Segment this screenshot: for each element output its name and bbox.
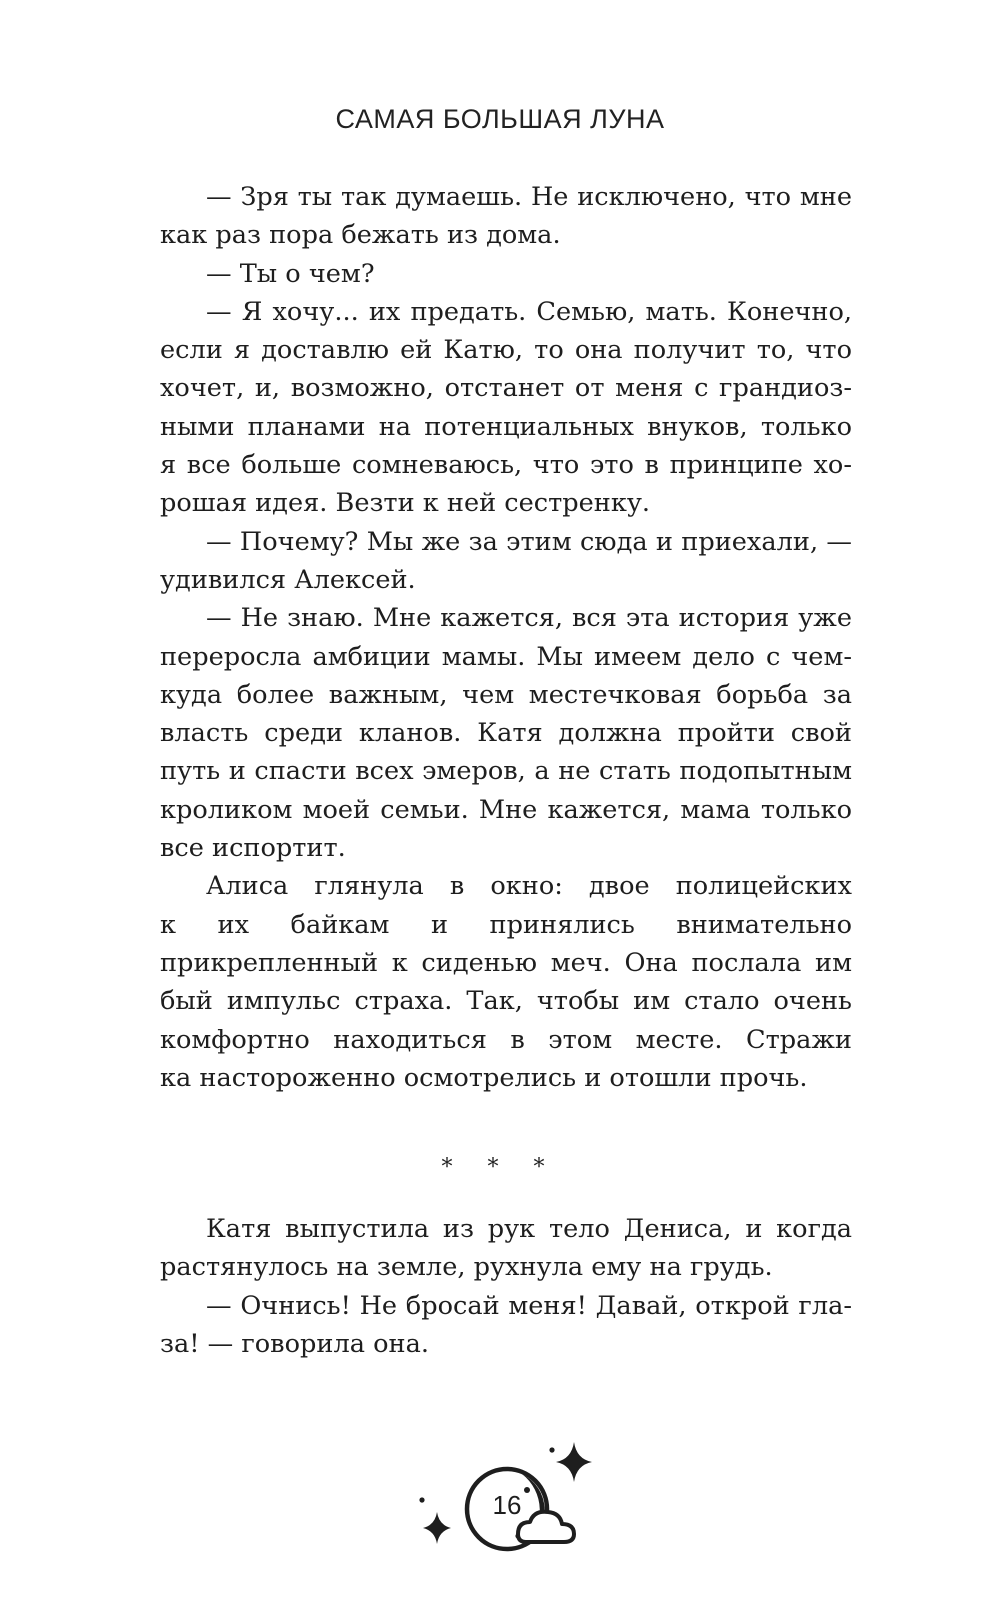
text-line: путь и спасти всех эмеров, а не стать подопытным: [160, 756, 852, 787]
scene-break: * * *: [441, 1155, 559, 1180]
text-line: прикрепленный к сиденью меч. Она послала им: [160, 947, 852, 978]
text-line: — Я хочу... их предать. Семью, мать. Конечно,: [206, 296, 852, 327]
running-title: САМАЯ БОЛЬШАЯ ЛУНА: [335, 104, 665, 134]
text-line: хочет, и, возможно, отстанет от меня с грандиоз-: [160, 373, 852, 404]
text-line: рошая идея. Везти к ней сестренку.: [160, 488, 651, 519]
text-line: кроликом моей семьи. Мне кажется, мама только: [160, 794, 852, 825]
body-text-block: [160, 178, 852, 1097]
text-line: к их байкам и принялись внимательно: [160, 909, 852, 940]
text-line: комфортно находиться в этом месте. Стражи: [160, 1024, 852, 1055]
text-line: власть среди кланов. Катя должна пройти свой: [160, 718, 852, 749]
text-line: бый импульс страха. Так, чтобы им стало очень: [160, 986, 852, 1017]
text-line: — Ты о чем?: [206, 258, 375, 289]
text-line: Алиса глянула в окно: двое полицейских: [206, 871, 852, 902]
text-line: — Почему? Мы же за этим сюда и приехали, —: [206, 526, 852, 557]
text-line: ными планами на потенциальных внуков, только: [160, 411, 852, 442]
text-line: если я доставлю ей Катю, то она получит то, что: [160, 335, 852, 366]
page-folio: [414, 1442, 614, 1572]
text-line: как раз пора бежать из дома.: [160, 220, 561, 251]
text-line: я все больше сомневаюсь, что это в принципе хо-: [160, 450, 852, 481]
text-line: все испортит.: [160, 833, 346, 864]
text-line: — Не знаю. Мне кажется, вся эта история уже: [206, 603, 852, 634]
text-line: — Очнись! Не бросай меня! Давай, открой гла-: [206, 1290, 852, 1321]
page-number: 16: [492, 1490, 522, 1520]
text-line: за! — говорила она.: [160, 1328, 429, 1359]
text-line: — Зря ты так думаешь. Не исключено, что мне: [206, 182, 852, 212]
text-line: Катя выпустила из рук тело Дениса, и когда: [206, 1214, 852, 1244]
text-line: куда более важным, чем местечковая борьба за: [160, 679, 852, 710]
text-line: удивился Алексей.: [160, 564, 416, 595]
text-line: ка настороженно осмотрелись и отошли прочь.: [160, 1062, 808, 1093]
text-line: растянулось на земле, рухнула ему на грудь.: [160, 1252, 773, 1283]
body-text-block: [160, 1210, 852, 1363]
text-line: переросла амбиции мамы. Мы имеем дело с чем-: [160, 641, 852, 672]
